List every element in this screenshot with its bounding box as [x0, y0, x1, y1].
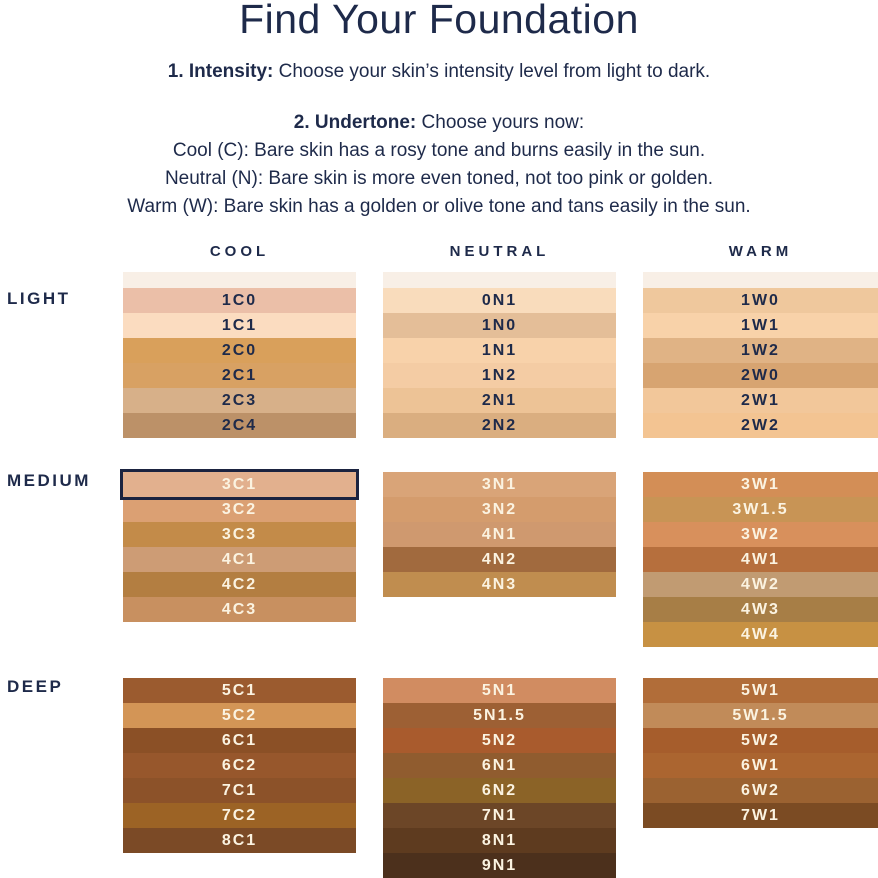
step-intensity [0, 61, 878, 83]
shade-code: 5N2 [481, 732, 518, 749]
shade-code: 7C2 [221, 807, 258, 824]
shade-swatch-9n1[interactable] [383, 853, 616, 878]
shade-code: 2W0 [741, 367, 780, 384]
shade-swatch-0n1[interactable] [383, 288, 616, 313]
step-undertone-text: Choose yours now: [421, 112, 585, 133]
shade-swatch-3n2[interactable] [383, 497, 616, 522]
cropped-swatch-strip-cool [123, 272, 356, 288]
shade-code: 5N1.5 [473, 707, 526, 724]
shade-swatch-5n2[interactable] [383, 728, 616, 753]
shade-swatch-4c3[interactable] [123, 597, 356, 622]
shade-swatch-3c2[interactable] [123, 497, 356, 522]
shade-code: 3W2 [741, 526, 780, 543]
shade-code: 5W1.5 [732, 707, 789, 724]
shade-code: 6W2 [741, 782, 780, 799]
shade-swatch-5c1[interactable] [123, 678, 356, 703]
shade-code: 2C0 [221, 342, 258, 359]
shade-code: 4W3 [741, 601, 780, 618]
shade-code: 4W1 [741, 551, 780, 568]
cropped-swatch-strip-neutral [383, 272, 616, 288]
shade-swatch-3c3[interactable] [123, 522, 356, 547]
shade-code: 0N1 [481, 292, 518, 309]
column-header-warm: WARM [728, 243, 793, 260]
shade-swatch-5w1-5[interactable] [643, 703, 878, 728]
shade-group-deep-cool [123, 678, 356, 853]
shade-group-light-warm [643, 288, 878, 438]
shade-group-medium-cool [123, 472, 356, 622]
shade-swatch-3w1[interactable] [643, 472, 878, 497]
shade-swatch-2w1[interactable] [643, 388, 878, 413]
shade-swatch-6w2[interactable] [643, 778, 878, 803]
shade-swatch-1c1[interactable] [123, 313, 356, 338]
shade-code: 5C1 [221, 682, 258, 699]
shade-group-medium-neutral [383, 472, 616, 597]
step-intensity-text: Choose your skin’s intensity level from light to dark. [278, 61, 711, 82]
shade-swatch-1n2[interactable] [383, 363, 616, 388]
shade-group-light-cool [123, 288, 356, 438]
shade-code: 1W1 [741, 317, 780, 334]
shade-code: 5W2 [741, 732, 780, 749]
shade-group-light-neutral [383, 288, 616, 438]
shade-swatch-1c0[interactable] [123, 288, 356, 313]
shade-code: 3W1 [741, 476, 780, 493]
row-label-medium: MEDIUM [7, 471, 91, 490]
shade-code: 4N1 [481, 526, 518, 543]
shade-code: 1N2 [481, 367, 518, 384]
shade-code: 1N1 [481, 342, 518, 359]
shade-code: 8N1 [481, 832, 518, 849]
shade-swatch-4w2[interactable] [643, 572, 878, 597]
shade-swatch-7c1[interactable] [123, 778, 356, 803]
shade-swatch-5c2[interactable] [123, 703, 356, 728]
column-header-cool: COOL [209, 243, 270, 260]
step-undertone [0, 112, 878, 134]
shade-code: 2N1 [481, 392, 518, 409]
column-header-neutral: NEUTRAL [449, 243, 550, 260]
shade-swatch-1n1[interactable] [383, 338, 616, 363]
shade-code: 7N1 [481, 807, 518, 824]
shade-swatch-7n1[interactable] [383, 803, 616, 828]
shade-code: 2C3 [221, 392, 258, 409]
shade-swatch-3w2[interactable] [643, 522, 878, 547]
shade-code: 9N1 [481, 857, 518, 874]
shade-swatch-6n2[interactable] [383, 778, 616, 803]
shade-swatch-1w1[interactable] [643, 313, 878, 338]
shade-code: 2C1 [221, 367, 258, 384]
shade-group-medium-warm [643, 472, 878, 647]
row-label-light: LIGHT [7, 289, 71, 308]
shade-code: 3N2 [481, 501, 518, 518]
shade-swatch-4w3[interactable] [643, 597, 878, 622]
shade-code: 3W1.5 [732, 501, 789, 518]
shade-code: 7C1 [221, 782, 258, 799]
shade-code: 5N1 [481, 682, 518, 699]
shade-code: 1N0 [481, 317, 518, 334]
shade-code: 4W4 [741, 626, 780, 643]
shade-swatch-6n1[interactable] [383, 753, 616, 778]
undertone-neutral-description: Neutral (N): Bare skin is more even toned, not too pink or golden. [164, 168, 714, 189]
shade-swatch-2c0[interactable] [123, 338, 356, 363]
shade-code: 1W0 [741, 292, 780, 309]
shade-code: 7W1 [741, 807, 780, 824]
shade-swatch-3c1[interactable] [123, 472, 356, 497]
shade-swatch-4c2[interactable] [123, 572, 356, 597]
shade-swatch-1w2[interactable] [643, 338, 878, 363]
shade-swatch-2c4[interactable] [123, 413, 356, 438]
shade-swatch-2c3[interactable] [123, 388, 356, 413]
shade-swatch-5w2[interactable] [643, 728, 878, 753]
shade-code: 2W2 [741, 417, 780, 434]
shade-swatch-8c1[interactable] [123, 828, 356, 853]
shade-code: 3C2 [221, 501, 258, 518]
shade-code: 6N1 [481, 757, 518, 774]
shade-swatch-3n1[interactable] [383, 472, 616, 497]
shade-code: 4N3 [481, 576, 518, 593]
shade-code: 2C4 [221, 417, 258, 434]
shade-swatch-3w1-5[interactable] [643, 497, 878, 522]
shade-code: 4C3 [221, 601, 258, 618]
shade-swatch-2w0[interactable] [643, 363, 878, 388]
shade-swatch-2n2[interactable] [383, 413, 616, 438]
shade-swatch-8n1[interactable] [383, 828, 616, 853]
shade-swatch-2n1[interactable] [383, 388, 616, 413]
shade-swatch-6c2[interactable] [123, 753, 356, 778]
page-title: Find Your Foundation [239, 0, 639, 42]
step-undertone-label: 2. Undertone: [293, 112, 417, 133]
shade-code: 6C1 [221, 732, 258, 749]
shade-swatch-4n1[interactable] [383, 522, 616, 547]
shade-code: 6W1 [741, 757, 780, 774]
shade-swatch-4w1[interactable] [643, 547, 878, 572]
shade-swatch-4c1[interactable] [123, 547, 356, 572]
shade-code: 4C2 [221, 576, 258, 593]
shade-swatch-5w1[interactable] [643, 678, 878, 703]
undertone-warm-description: Warm (W): Bare skin has a golden or olive tone and tans easily in the sun. [127, 196, 751, 217]
shade-swatch-4n3[interactable] [383, 572, 616, 597]
undertone-cool-description: Cool (C): Bare skin has a rosy tone and burns easily in the sun. [172, 140, 706, 161]
shade-code: 1W2 [741, 342, 780, 359]
shade-swatch-5n1-5[interactable] [383, 703, 616, 728]
shade-code: 5W1 [741, 682, 780, 699]
shade-swatch-6w1[interactable] [643, 753, 878, 778]
shade-swatch-5n1[interactable] [383, 678, 616, 703]
shade-swatch-2c1[interactable] [123, 363, 356, 388]
shade-code: 6C2 [221, 757, 258, 774]
shade-code: 4W2 [741, 576, 780, 593]
shade-code: 4C1 [221, 551, 258, 568]
shade-swatch-1w0[interactable] [643, 288, 878, 313]
shade-code: 3C1 [221, 476, 258, 493]
shade-code: 8C1 [221, 832, 258, 849]
shade-code: 1C0 [221, 292, 258, 309]
shade-swatch-6c1[interactable] [123, 728, 356, 753]
cropped-swatch-strip-warm [643, 272, 878, 288]
shade-code: 1C1 [221, 317, 258, 334]
shade-swatch-2w2[interactable] [643, 413, 878, 438]
shade-swatch-7w1[interactable] [643, 803, 878, 828]
shade-code: 3N1 [481, 476, 518, 493]
step-intensity-label: 1. Intensity: [167, 61, 274, 82]
shade-group-deep-neutral [383, 678, 616, 878]
shade-swatch-1n0[interactable] [383, 313, 616, 338]
shade-swatch-4n2[interactable] [383, 547, 616, 572]
shade-code: 2W1 [741, 392, 780, 409]
shade-code: 2N2 [481, 417, 518, 434]
shade-code: 4N2 [481, 551, 518, 568]
shade-code: 5C2 [221, 707, 258, 724]
row-label-deep: DEEP [7, 677, 64, 696]
shade-swatch-4w4[interactable] [643, 622, 878, 647]
shade-group-deep-warm [643, 678, 878, 828]
shade-swatch-7c2[interactable] [123, 803, 356, 828]
shade-code: 3C3 [221, 526, 258, 543]
shade-code: 6N2 [481, 782, 518, 799]
